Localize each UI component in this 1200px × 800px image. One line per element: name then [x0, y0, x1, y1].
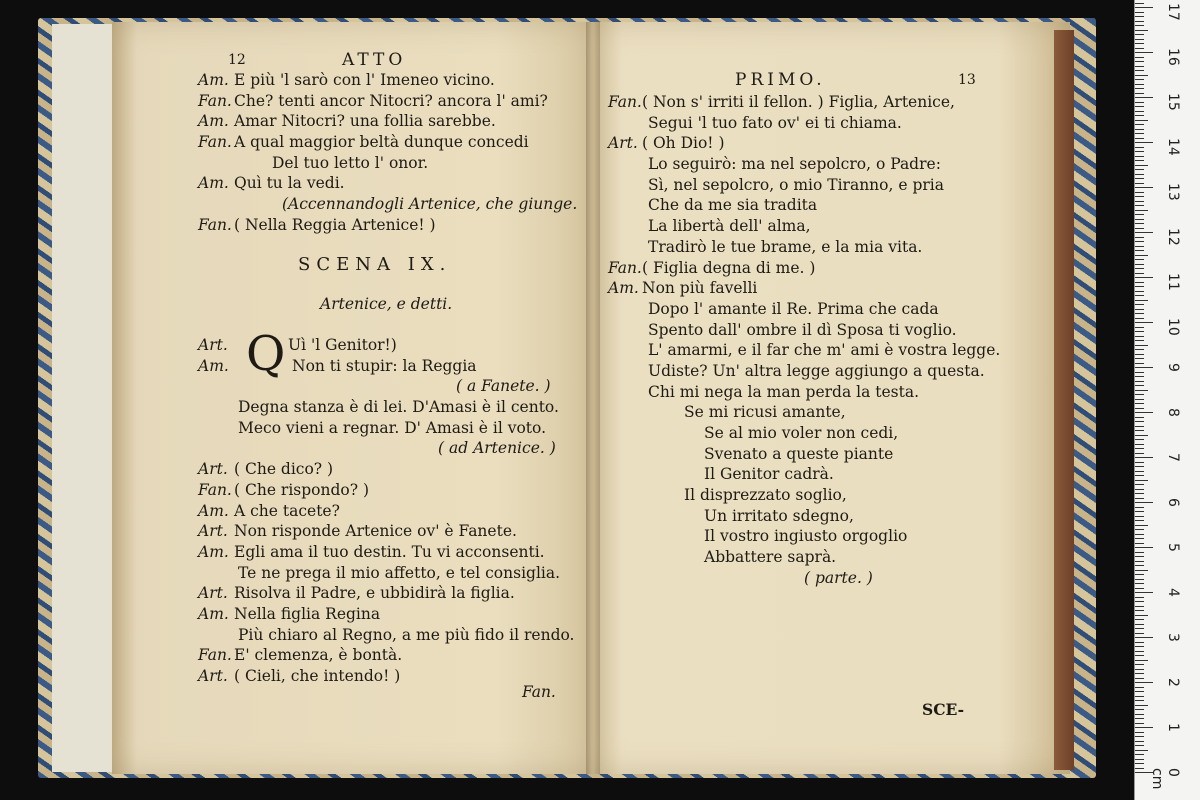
ruler-tick	[1135, 48, 1144, 49]
ruler-tick	[1135, 412, 1153, 413]
stage-direction: ( ad Artenice. )	[438, 439, 556, 458]
ruler-tick	[1135, 669, 1144, 670]
ruler-tick	[1135, 655, 1144, 656]
ruler-tick	[1135, 286, 1144, 287]
right-text-block	[608, 92, 1000, 589]
ruler-tick	[1135, 30, 1148, 31]
dialogue-line: Spento dall' ombre il dì Sposa ti voglio.	[648, 320, 957, 339]
scene-subtitle: Artenice, e detti.	[320, 295, 453, 313]
ruler-tick	[1135, 291, 1144, 292]
ruler-tick	[1135, 7, 1153, 8]
ruler-tick	[1135, 187, 1153, 188]
ruler-tick	[1135, 39, 1144, 40]
ruler-tick	[1135, 678, 1144, 679]
ruler-tick	[1135, 147, 1144, 148]
ruler-tick	[1135, 277, 1153, 278]
ruler-tick	[1135, 642, 1144, 643]
dialogue-line: Fan.( Figlia degna di me. )	[608, 258, 816, 277]
ruler-tick	[1135, 448, 1144, 449]
ruler-tick	[1135, 502, 1153, 503]
ruler-tick	[1135, 615, 1148, 616]
ruler-tick	[1135, 201, 1144, 202]
ruler-tick	[1135, 507, 1144, 508]
dialogue-line: Sì, nel sepolcro, o mio Tiranno, e pria	[648, 175, 944, 194]
ruler-tick	[1135, 228, 1144, 229]
running-header-left: ATTO	[342, 50, 407, 70]
ruler-tick	[1135, 565, 1144, 566]
ruler-tick	[1135, 106, 1144, 107]
ruler-tick	[1135, 259, 1144, 260]
ruler-tick	[1135, 84, 1144, 85]
stage-direction: ( parte. )	[804, 568, 873, 587]
ruler-number: 11	[1165, 273, 1181, 291]
dialogue-line: Fan. Che? tenti ancor Nitocri? ancora l' ami?	[198, 91, 548, 110]
stage-direction: (Accennandogli Artenice, che giunge.	[282, 195, 578, 214]
ruler-number: 9	[1165, 363, 1181, 372]
ruler-tick	[1135, 381, 1144, 382]
ruler-tick	[1135, 61, 1144, 62]
ruler-tick	[1135, 435, 1148, 436]
dialogue-line: Fan.( Non s' irriti il fellon. ) Figlia, Artenice,	[608, 93, 955, 111]
dialogue-line: Meco vieni a regnar. D' Amasi è il voto.	[238, 418, 547, 437]
ruler-tick	[1135, 21, 1144, 22]
left-text-block-2	[198, 335, 574, 687]
stage-direction: ( a Fanete. )	[456, 377, 551, 396]
aria-line: Abbattere saprà.	[704, 548, 837, 567]
ruler-tick	[1135, 660, 1148, 661]
catchword-left: Fan.	[522, 683, 556, 701]
ruler-tick	[1135, 624, 1144, 625]
ruler-tick	[1135, 570, 1148, 571]
ruler-tick	[1135, 156, 1144, 157]
ruler-tick	[1135, 417, 1144, 418]
ruler-tick	[1135, 129, 1144, 130]
aria-line: Se mi ricusi amante,	[684, 403, 846, 422]
dialogue-line: Dopo l' amante il Re. Prima che cada	[648, 299, 939, 318]
ruler-tick	[1135, 511, 1144, 512]
ruler-number: 12	[1165, 228, 1181, 246]
ruler-tick	[1135, 718, 1144, 719]
ruler-tick	[1135, 741, 1144, 742]
ruler-tick	[1135, 610, 1144, 611]
ruler-tick	[1135, 696, 1144, 697]
dialogue-line: Fan. ( Che rispondo? )	[198, 480, 370, 499]
ruler-tick	[1135, 538, 1144, 539]
aria-line: Svenato a queste piante	[704, 444, 894, 463]
ruler-tick	[1135, 583, 1144, 584]
ruler-tick	[1135, 628, 1144, 629]
ruler-tick	[1135, 151, 1144, 152]
ruler-tick	[1135, 232, 1153, 233]
dialogue-line: Udiste? Un' altra legge aggiungo a questa.	[648, 361, 985, 380]
ruler-tick	[1135, 763, 1144, 764]
ruler-tick	[1135, 754, 1144, 755]
ruler-tick	[1135, 52, 1153, 53]
ruler-tick	[1135, 646, 1144, 647]
ruler-tick	[1135, 466, 1144, 467]
ruler-tick	[1135, 66, 1144, 67]
dialogue-line: La libertà dell' alma,	[648, 217, 811, 236]
dialogue-line: Fan. A qual maggior beltà dunque concedi	[198, 133, 529, 152]
ruler-tick	[1135, 606, 1144, 607]
ruler-tick	[1135, 273, 1144, 274]
ruler-tick	[1135, 444, 1144, 445]
ruler-tick	[1135, 300, 1148, 301]
dialogue-line: Am. Quì tu la vedi.	[198, 174, 345, 193]
ruler-tick	[1135, 111, 1144, 112]
ruler-tick	[1135, 309, 1144, 310]
ruler-number: 6	[1165, 498, 1181, 507]
ruler-tick	[1135, 169, 1144, 170]
dialogue-line: Am. Nella figlia Regina	[198, 604, 381, 623]
ruler-tick	[1135, 354, 1144, 355]
ruler-tick	[1135, 750, 1148, 751]
ruler-tick	[1135, 633, 1144, 634]
aria-line: Il vostro ingiusto orgoglio	[704, 527, 908, 546]
ruler-tick	[1135, 439, 1144, 440]
ruler-tick	[1135, 264, 1144, 265]
dialogue-line: Art. ( Cieli, che intendo! )	[198, 667, 401, 685]
ruler-tick	[1135, 525, 1148, 526]
dialogue-line: Am. Egli ama il tuo destin. Tu vi acconsenti.	[198, 542, 545, 561]
ruler-tick	[1135, 588, 1144, 589]
ruler-tick	[1135, 223, 1144, 224]
dialogue-line: Art. Uì 'l Genitor!)	[198, 336, 397, 354]
ruler-tick	[1135, 349, 1144, 350]
ruler-tick	[1135, 102, 1144, 103]
dialogue-line: Fan. E' clemenza, è bontà.	[198, 646, 403, 665]
ruler-tick	[1135, 408, 1144, 409]
ruler-tick	[1135, 534, 1144, 535]
dialogue-line: Art. ( Che dico? )	[198, 460, 334, 479]
ruler-tick	[1135, 394, 1144, 395]
fore-edge	[1054, 30, 1074, 770]
ruler-tick	[1135, 340, 1144, 341]
ruler-tick	[1135, 673, 1144, 674]
aria-line: Il disprezzato soglio,	[684, 486, 847, 505]
ruler-tick	[1135, 57, 1144, 58]
ruler-tick	[1135, 700, 1144, 701]
ruler-tick	[1135, 516, 1144, 517]
ruler-tick	[1135, 601, 1144, 602]
ruler-number: 14	[1165, 138, 1181, 156]
ruler-tick	[1135, 552, 1144, 553]
ruler-tick	[1135, 723, 1144, 724]
dialogue-line: L' amarmi, e il far che m' ami è vostra legge.	[648, 341, 1001, 360]
ruler-tick	[1135, 462, 1144, 463]
ruler-tick	[1135, 205, 1144, 206]
dialogue-line: Chi mi nega la man perda la testa.	[648, 382, 920, 401]
ruler-tick	[1135, 75, 1148, 76]
ruler-tick	[1135, 358, 1144, 359]
ruler-tick	[1135, 70, 1144, 71]
ruler-number: 15	[1165, 93, 1181, 111]
ruler-number: 8	[1165, 408, 1181, 417]
ruler-tick	[1135, 165, 1148, 166]
ruler-tick	[1135, 597, 1144, 598]
ruler-tick	[1135, 97, 1153, 98]
dialogue-line: Lo seguirò: ma nel sepolcro, o Padre:	[648, 155, 941, 174]
ruler-tick	[1135, 430, 1144, 431]
ruler-tick	[1135, 637, 1153, 638]
ruler-tick	[1135, 331, 1144, 332]
ruler-tick	[1135, 120, 1148, 121]
ruler-tick	[1135, 709, 1144, 710]
measurement-ruler	[1134, 0, 1200, 800]
dialogue-line: Degna stanza è di lei. D'Amasi è il cento.	[238, 398, 559, 417]
ruler-tick	[1135, 219, 1144, 220]
ruler-number: 10	[1165, 318, 1181, 336]
ruler-number: 7	[1165, 453, 1181, 462]
ruler-tick	[1135, 484, 1144, 485]
ruler-tick	[1135, 403, 1144, 404]
ruler-number: 13	[1165, 183, 1181, 201]
ruler-tick	[1135, 282, 1144, 283]
dialogue-line: Am. Non ti stupir: la Reggia	[198, 356, 477, 375]
ruler-tick	[1135, 457, 1153, 458]
ruler-tick	[1135, 241, 1144, 242]
ruler-tick	[1135, 295, 1144, 296]
dialogue-line: Art. ( Oh Dio! )	[608, 134, 725, 153]
ruler-tick	[1135, 543, 1144, 544]
ruler-tick	[1135, 318, 1144, 319]
dialogue-line: Segui 'l tuo fato ov' ei ti chiama.	[648, 113, 902, 132]
ruler-tick	[1135, 475, 1144, 476]
ruler-tick	[1135, 691, 1144, 692]
ruler-tick	[1135, 336, 1144, 337]
ruler-tick	[1135, 304, 1144, 305]
ruler-tick	[1135, 133, 1144, 134]
ruler-tick	[1135, 759, 1144, 760]
page-number-right: 13	[958, 72, 976, 88]
ruler-tick	[1135, 237, 1144, 238]
ruler-tick	[1135, 574, 1144, 575]
ruler-tick	[1135, 79, 1144, 80]
ruler-tick	[1135, 268, 1144, 269]
ruler-tick	[1135, 682, 1153, 683]
ruler-tick	[1135, 367, 1153, 368]
ruler-tick	[1135, 592, 1153, 593]
ruler-tick	[1135, 579, 1144, 580]
ruler-tick	[1135, 214, 1144, 215]
ruler-number: 4	[1165, 588, 1181, 597]
ruler-tick	[1135, 520, 1144, 521]
ruler-tick	[1135, 547, 1153, 548]
ruler-number: 16	[1165, 48, 1181, 66]
ruler-tick	[1135, 471, 1144, 472]
dialogue-line: Am. E più 'l sarò con l' Imeneo vicino.	[198, 71, 495, 89]
ruler-tick	[1135, 142, 1153, 143]
ruler-tick	[1135, 736, 1144, 737]
ruler-tick	[1135, 727, 1153, 728]
ruler-tick	[1135, 12, 1144, 13]
ruler-tick	[1135, 421, 1144, 422]
aria-line: Se al mio voler non cedi,	[704, 424, 899, 442]
ruler-tick	[1135, 138, 1144, 139]
drop-cap: Q	[246, 326, 286, 382]
ruler-tick	[1135, 250, 1144, 251]
ruler-tick	[1135, 93, 1144, 94]
dialogue-line: Più chiaro al Regno, a me più fido il rendo.	[238, 625, 575, 644]
ruler-tick	[1135, 372, 1144, 373]
ruler-tick	[1135, 34, 1144, 35]
ruler-number: 5	[1165, 543, 1181, 552]
ruler-number: 0 cm	[1149, 768, 1181, 790]
ruler-tick	[1135, 651, 1144, 652]
catchword-right: SCE-	[922, 700, 965, 719]
ruler-tick	[1135, 16, 1144, 17]
book-gutter	[586, 22, 600, 774]
dialogue-line: Fan. ( Nella Reggia Artenice! )	[198, 215, 436, 234]
ruler-tick	[1135, 255, 1148, 256]
ruler-tick	[1135, 768, 1144, 769]
ruler-tick	[1135, 619, 1144, 620]
ruler-number: 17	[1165, 3, 1181, 21]
ruler-tick	[1135, 246, 1144, 247]
ruler-tick	[1135, 664, 1144, 665]
ruler-tick	[1135, 115, 1144, 116]
ruler-tick	[1135, 390, 1148, 391]
ruler-tick	[1135, 174, 1144, 175]
ruler-tick	[1135, 210, 1148, 211]
ruler-tick	[1135, 453, 1144, 454]
dialogue-line: Del tuo letto l' onor.	[272, 153, 429, 172]
ruler-tick	[1135, 745, 1144, 746]
dialogue-line: Te ne prega il mio affetto, e tel consiglia.	[238, 563, 561, 582]
ruler-tick	[1135, 529, 1144, 530]
dialogue-line: Art. Non risponde Artenice ov' è Fanete.	[198, 522, 517, 541]
dialogue-line: Tradirò le tue brame, e la mia vita.	[648, 237, 923, 256]
ruler-tick	[1135, 124, 1144, 125]
ruler-tick	[1135, 196, 1144, 197]
ruler-tick	[1135, 3, 1144, 4]
scene-title: SCENA IX.	[298, 254, 452, 275]
ruler-tick	[1135, 313, 1144, 314]
ruler-tick	[1135, 345, 1148, 346]
ruler-tick	[1135, 687, 1144, 688]
ruler-tick	[1135, 480, 1148, 481]
page-number-left: 12	[228, 52, 246, 68]
ruler-tick	[1135, 705, 1148, 706]
running-header-right: PRIMO.	[735, 70, 826, 90]
ruler-tick	[1135, 322, 1153, 323]
ruler-tick	[1135, 489, 1144, 490]
ruler-tick	[1135, 556, 1144, 557]
ruler-number: 3	[1165, 633, 1181, 642]
ruler-number: 2	[1165, 678, 1181, 687]
aria-line: Un irritato sdegno,	[704, 506, 854, 525]
dialogue-line: Che da me sia tradita	[648, 196, 818, 215]
ruler-number: 1	[1165, 723, 1181, 732]
aria-line: Il Genitor cadrà.	[704, 465, 834, 484]
dialogue-line: Art. Risolva il Padre, e ubbidirà la figlia.	[198, 584, 515, 603]
ruler-tick	[1135, 385, 1144, 386]
ruler-tick	[1135, 493, 1144, 494]
ruler-tick	[1135, 399, 1144, 400]
ruler-tick	[1135, 160, 1144, 161]
dialogue-line: Am. Non più favelli	[608, 279, 758, 298]
ruler-tick	[1135, 561, 1144, 562]
ruler-tick	[1135, 183, 1144, 184]
ruler-tick	[1135, 178, 1144, 179]
ruler-tick	[1135, 192, 1144, 193]
ruler-tick	[1135, 43, 1144, 44]
ruler-tick	[1135, 426, 1144, 427]
ruler-tick	[1135, 498, 1144, 499]
ruler-tick	[1135, 714, 1144, 715]
ruler-tick	[1135, 376, 1144, 377]
dialogue-line: Am. A che tacete?	[198, 501, 340, 520]
ruler-tick	[1135, 88, 1144, 89]
left-text-block-1	[198, 70, 577, 236]
dialogue-line: Am. Amar Nitocri? una follia sarebbe.	[198, 112, 496, 131]
ruler-tick	[1135, 25, 1144, 26]
ruler-tick	[1135, 327, 1144, 328]
ruler-tick	[1135, 363, 1144, 364]
ruler-tick	[1135, 732, 1144, 733]
